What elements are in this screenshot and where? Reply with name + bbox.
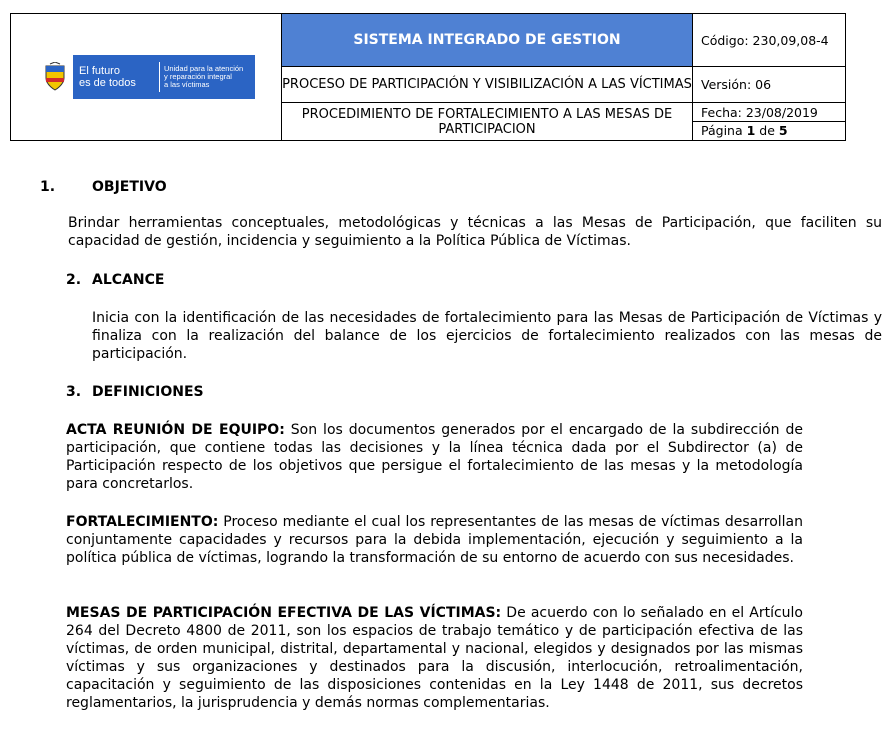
definition-text: Proceso mediante el cual los representantes de las mesas de víctimas desarrollan conjuntamente capacidades y recursos para la debida implementación, ejecución y seguimiento a la política pública de víctimas, logrando la transformación de su entorno de acuerdo con sus necesidades. (66, 514, 803, 566)
definition-text: De acuerdo con lo señalado en el Artículo 264 del Decreto 4800 de 2011, son los espacios de trabajo temático y de participación efectiva de las víctimas, de orden municipal, distrital, departamental y nacional, elegidos y designados por las mismas víctimas y sus organizaciones y destinados para la discusión, interlocución, retroalimentación, capacitación y seguimiento de las disposiciones contenidas en la Ley 1448 de 2011, sus decretos reglamentarios, la jurisprudencia y demás normas complementarias. (66, 605, 803, 711)
section-title-definiciones: DEFINICIONES (92, 384, 204, 400)
logo-cell (11, 14, 282, 141)
logo-sub-line: y reparación integral (164, 72, 232, 81)
page-prefix: Página (701, 123, 747, 138)
definition-text: Son los documentos generados por el encargado de la subdirección de participación, que contiene todas las decisiones y la línea técnica dada por el Subdirector (a) de Participación respecto de los objetivos que persigue el fortalecimiento de las mesas y la metodología para concretarlos. (66, 422, 803, 492)
section-title-alcance: ALCANCE (92, 272, 165, 288)
logo-sub-text (164, 65, 254, 89)
procedure-name: PROCEDIMIENTO DE FORTALECIMIENTO A LAS MESAS DE PARTICIPACION (282, 103, 693, 141)
definition-term: FORTALECIMIENTO: (66, 514, 219, 530)
section-number-objetivo: 1. (40, 179, 56, 195)
definition-term: MESAS DE PARTICIPACIÓN EFECTIVA DE LAS VÍCTIMAS: (66, 605, 502, 621)
process-name: PROCESO DE PARTICIPACIÓN Y VISIBILIZACIÓN A LAS VÍCTIMAS (282, 67, 693, 103)
alcance-text: Inicia con la identificación de las necesidades de fortalecimiento para las Mesas de Participación de Víctimas y finaliza con la realización del balance de los ejercicios de fortalecimiento realizados con las mesas de participación. (92, 310, 882, 362)
section-title-objetivo: OBJETIVO (92, 179, 167, 195)
page-number (693, 122, 845, 139)
institution-logo (37, 55, 255, 99)
section-number-definiciones: 3. (66, 384, 82, 400)
definition-paragraph (66, 604, 803, 712)
document-header-table (10, 13, 846, 141)
objetivo-text: Brindar herramientas conceptuales, metodológicas y técnicas a las Mesas de Participación, que faciliten su capacidad de gestión, incidencia y seguimiento a la Política Pública de Víctimas. (68, 215, 882, 249)
logo-main-line: El futuro (79, 65, 120, 77)
definition-paragraph (66, 421, 803, 493)
colombia-shield-icon (37, 55, 73, 99)
definition-paragraph (66, 513, 803, 567)
document-version: Versión: 06 (693, 67, 846, 103)
logo-main-text (73, 65, 155, 89)
logo-sub-line: Unidad para la atención (164, 64, 244, 73)
document-code: Código: 230,09,08-4 (693, 14, 846, 67)
section-number-alcance: 2. (66, 272, 82, 288)
page-current: 1 (746, 123, 756, 138)
page-mid: de (755, 123, 779, 138)
logo-sub-line: a las víctimas (164, 80, 210, 89)
system-title: SISTEMA INTEGRADO DE GESTION (282, 14, 693, 67)
page-total: 5 (778, 123, 788, 138)
date-page-cell (693, 103, 846, 141)
document-date: Fecha: 23/08/2019 (693, 104, 845, 122)
logo-divider (159, 62, 160, 92)
definition-term: ACTA REUNIÓN DE EQUIPO: (66, 422, 285, 438)
logo-main-line: es de todos (79, 77, 136, 89)
